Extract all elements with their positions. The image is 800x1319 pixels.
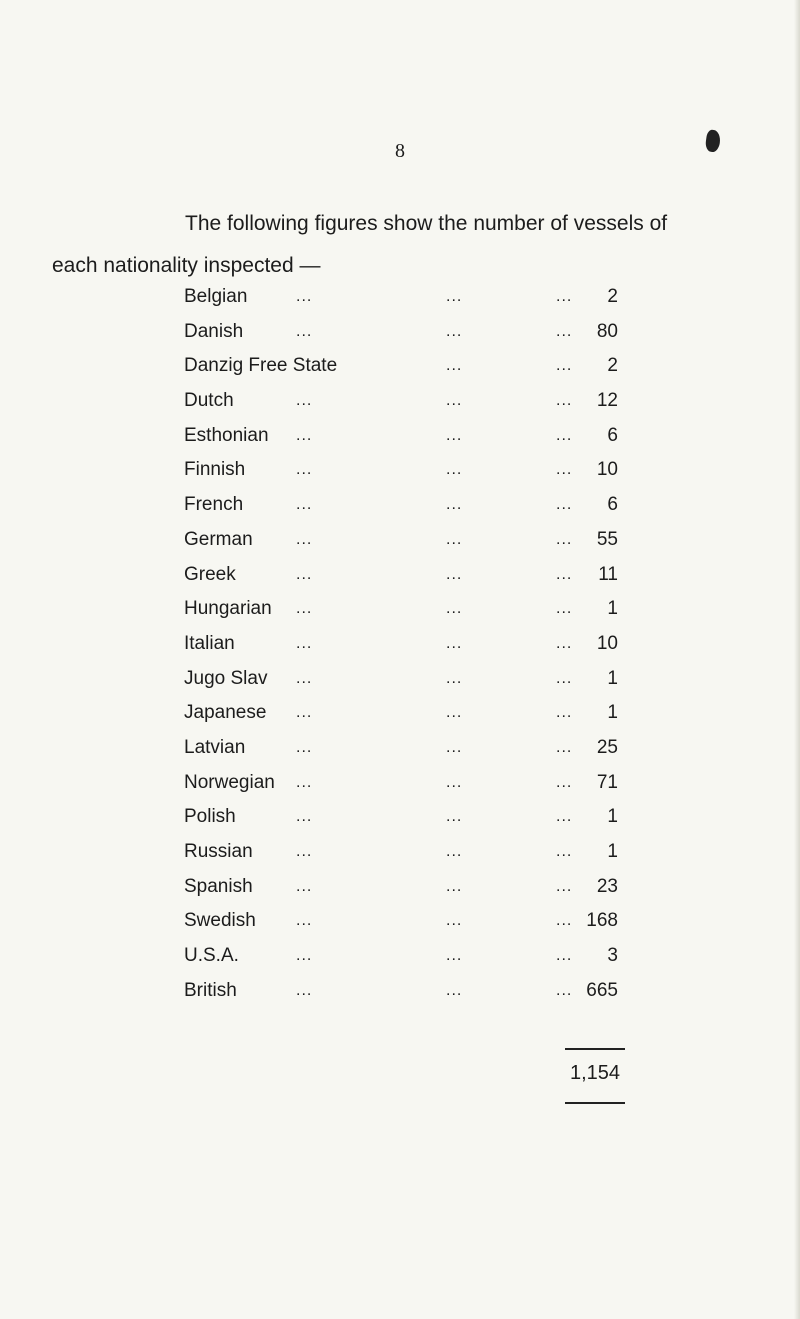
- leader-dots: ...: [446, 357, 463, 375]
- leader-dots: ...: [446, 565, 463, 583]
- nationality-name: Swedish: [184, 910, 256, 932]
- total-rule-top: [565, 1048, 625, 1050]
- vessel-count: 2: [607, 286, 618, 307]
- nationality-name: Latvian: [184, 736, 246, 758]
- leader-dots: ...: [556, 496, 573, 514]
- page-edge-shadow: [794, 0, 800, 1319]
- leader-dots: ...: [556, 392, 573, 410]
- nationality-name: Finnish: [184, 459, 246, 481]
- leader-dots: ...: [446, 669, 463, 687]
- leader-dots: ...: [296, 808, 313, 826]
- leader-dots: ...: [296, 530, 313, 548]
- leader-dots: ...: [446, 738, 463, 756]
- leader-dots: ...: [446, 843, 463, 860]
- leader-dots: ...: [446, 461, 463, 479]
- table-row: [184, 835, 664, 870]
- nationality-name: German: [184, 528, 253, 550]
- nationality-name: Italian: [184, 632, 235, 654]
- table-row: [184, 384, 664, 419]
- leader-dots: ...: [296, 634, 313, 652]
- vessel-count: 12: [596, 390, 618, 412]
- nationality-name: Hungarian: [184, 598, 272, 620]
- leader-dots: ...: [446, 912, 463, 930]
- leader-dots: ...: [556, 981, 573, 999]
- leader-dots: ...: [556, 704, 573, 722]
- nationality-name: Japanese: [184, 702, 267, 724]
- vessel-count: 10: [596, 632, 618, 654]
- leader-dots: ...: [296, 738, 313, 756]
- intro-line-2: each nationality inspected —: [52, 254, 321, 277]
- leader-dots: ...: [446, 496, 463, 514]
- leader-dots: ...: [446, 288, 463, 305]
- leader-dots: ...: [296, 773, 313, 791]
- leader-dots: ...: [446, 704, 463, 722]
- leader-dots: ...: [556, 773, 573, 791]
- vessel-count: 25: [596, 736, 618, 758]
- table-row: [184, 488, 664, 523]
- vessel-count: 665: [586, 979, 618, 1001]
- table-row: [184, 766, 664, 801]
- leader-dots: ...: [446, 426, 463, 444]
- leader-dots: ...: [556, 357, 573, 375]
- leader-dots: ...: [556, 461, 573, 479]
- leader-dots: ...: [556, 565, 573, 583]
- leader-dots: ...: [556, 738, 573, 756]
- vessel-count: 6: [607, 494, 618, 516]
- leader-dots: ...: [296, 461, 313, 479]
- nationality-name: Dutch: [184, 390, 234, 412]
- nationality-name: Spanish: [184, 875, 253, 897]
- vessel-count: 6: [607, 424, 618, 446]
- vessel-count: 168: [586, 910, 618, 932]
- leader-dots: ...: [296, 496, 313, 514]
- leader-dots: ...: [556, 426, 573, 444]
- leader-dots: ...: [296, 392, 313, 410]
- nationality-name: French: [184, 494, 244, 516]
- leader-dots: ...: [296, 704, 313, 722]
- leader-dots: ...: [556, 808, 573, 826]
- leader-dots: ...: [556, 877, 573, 895]
- leader-dots: ...: [296, 877, 313, 895]
- table-row: [184, 315, 664, 350]
- nationality-name: Norwegian: [184, 771, 275, 793]
- table-row: [184, 349, 664, 384]
- table-row: [184, 904, 664, 939]
- leader-dots: ...: [296, 669, 313, 687]
- nationality-name: Belgian: [184, 286, 248, 307]
- leader-dots: ...: [296, 843, 313, 860]
- total-rule-bottom: [565, 1102, 625, 1104]
- leader-dots: ...: [556, 288, 573, 305]
- leader-dots: ...: [296, 426, 313, 444]
- table-row: [184, 453, 664, 488]
- table-row: [184, 939, 664, 974]
- nationality-name: Danish: [184, 320, 244, 342]
- intro-line-1: The following figures show the number of vessels of: [185, 212, 668, 235]
- vessel-count: 23: [596, 875, 618, 897]
- table-row: [184, 731, 664, 766]
- leader-dots: ...: [446, 981, 463, 999]
- nationality-name: Polish: [184, 806, 236, 828]
- vessel-count: 1: [607, 841, 618, 862]
- table-row: [184, 662, 664, 697]
- leader-dots: ...: [446, 877, 463, 895]
- leader-dots: ...: [556, 843, 573, 860]
- page-number: 8: [395, 140, 405, 162]
- leader-dots: ...: [296, 288, 313, 305]
- leader-dots: ...: [296, 600, 313, 618]
- leader-dots: ...: [296, 947, 313, 965]
- intro-text: [52, 203, 722, 287]
- table-row: [184, 627, 664, 662]
- leader-dots: ...: [296, 322, 313, 340]
- leader-dots: ...: [556, 669, 573, 687]
- leader-dots: ...: [556, 947, 573, 965]
- nationality-name: Esthonian: [184, 424, 269, 446]
- nationality-name: British: [184, 979, 237, 1001]
- leader-dots: ...: [446, 322, 463, 340]
- table-row: [184, 523, 664, 558]
- table-row: [184, 419, 664, 454]
- total-value: 1,154: [569, 1062, 621, 1084]
- leader-dots: ...: [296, 981, 313, 999]
- table-row: [184, 558, 664, 593]
- vessel-count: 1: [607, 702, 618, 724]
- vessel-count: 55: [596, 528, 618, 550]
- nationality-name: Greek: [184, 563, 236, 585]
- vessel-count: 71: [596, 771, 618, 793]
- vessel-count: 1: [607, 598, 618, 620]
- leader-dots: ...: [556, 530, 573, 548]
- vessel-count: 3: [607, 945, 618, 967]
- vessel-count: 11: [598, 563, 618, 585]
- leader-dots: ...: [446, 808, 463, 826]
- table-row: [184, 870, 664, 905]
- nationality-name: Russian: [184, 841, 253, 862]
- leader-dots: ...: [556, 322, 573, 340]
- nationality-name: Jugo Slav: [184, 667, 268, 689]
- nationality-table: [184, 280, 664, 1008]
- leader-dots: ...: [446, 947, 463, 965]
- table-row: [184, 592, 664, 627]
- leader-dots: ...: [296, 912, 313, 930]
- table-row: [184, 696, 664, 731]
- nationality-name: U.S.A.: [184, 945, 239, 967]
- leader-dots: ...: [556, 634, 573, 652]
- table-row: [184, 974, 664, 1009]
- vessel-count: 1: [607, 667, 618, 689]
- leader-dots: ...: [446, 634, 463, 652]
- leader-dots: ...: [556, 912, 573, 930]
- vessel-count: 10: [596, 459, 618, 481]
- leader-dots: ...: [296, 565, 313, 583]
- leader-dots: ...: [446, 530, 463, 548]
- leader-dots: ...: [556, 600, 573, 618]
- vessel-count: 1: [607, 806, 618, 828]
- table-row: [184, 800, 664, 835]
- leader-dots: ...: [446, 773, 463, 791]
- nationality-name: Danzig Free State: [184, 355, 338, 377]
- vessel-count: 2: [607, 355, 618, 377]
- leader-dots: ...: [446, 392, 463, 410]
- table-row: [184, 280, 664, 315]
- leader-dots: ...: [446, 600, 463, 618]
- vessel-count: 80: [596, 320, 618, 342]
